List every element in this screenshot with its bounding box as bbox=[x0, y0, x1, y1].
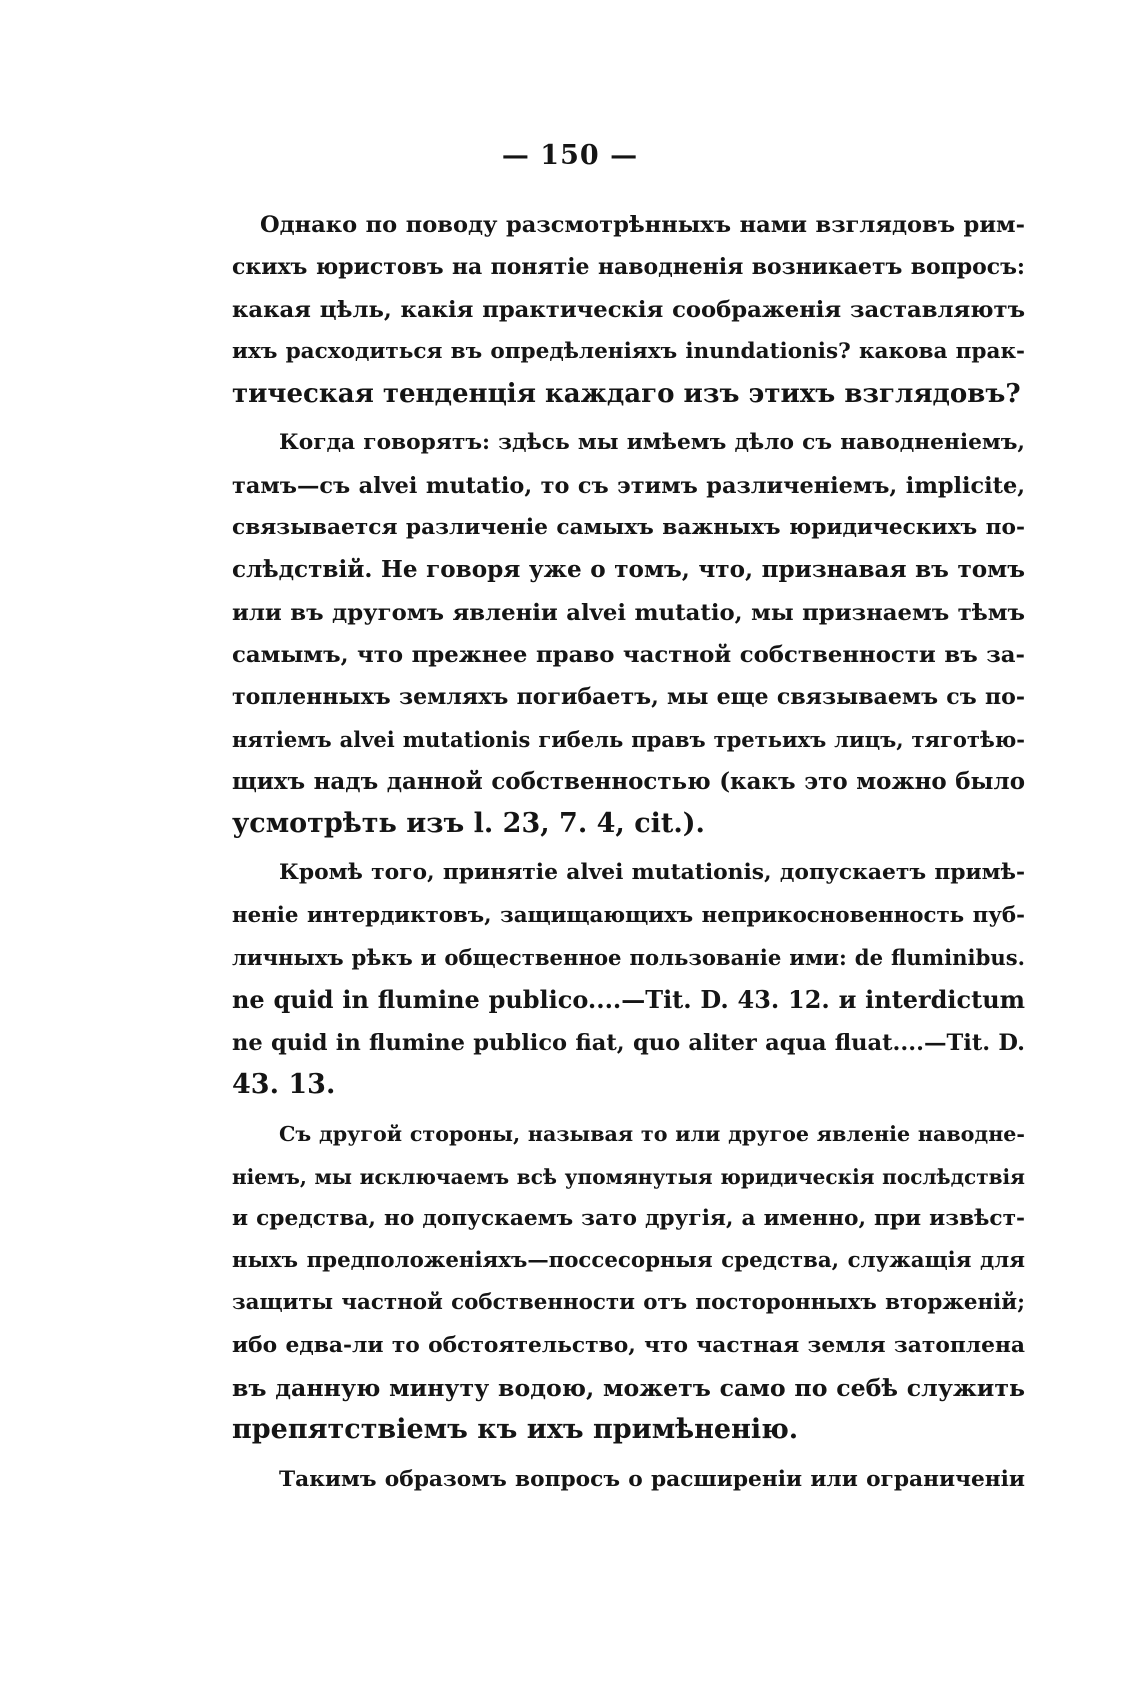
text-line: и средства, но допускаемъ зато другія, а именно, при извѣст- bbox=[232, 1205, 1025, 1231]
text-line: скихъ юристовъ на понятіе наводненія возникаетъ вопросъ: bbox=[232, 254, 1025, 281]
text-line: ныхъ предположеніяхъ—поссесорныя средства, служащія для bbox=[232, 1248, 1025, 1274]
text-line: Съ другой стороны, называя то или другое явленіе наводне- bbox=[279, 1122, 1025, 1147]
text-line: или въ другомъ явленіи alvei mutatio, мы признаемъ тѣмъ bbox=[232, 599, 1025, 626]
text-line: въ данную минуту водою, можетъ само по себѣ служить bbox=[232, 1374, 1025, 1403]
text-line: тическая тенденція каждаго изъ этихъ взглядовъ? bbox=[232, 379, 1021, 410]
text-line: ибо едва-ли то обстоятельство, что частная земля затоплена bbox=[232, 1332, 1025, 1358]
paragraph-3 bbox=[232, 852, 1025, 1106]
paragraph-5 bbox=[232, 1459, 1025, 1501]
body-text bbox=[232, 204, 1025, 1501]
text-line: личныхъ рѣкъ и общественное пользованіе ими: de fluminibus. bbox=[232, 945, 1025, 971]
text-line: ихъ расходиться въ опредѣленіяхъ inundationis? какова прак- bbox=[232, 338, 1025, 364]
page-number: — 150 — bbox=[501, 140, 639, 171]
text-line: ne quid in flumine publico fiat, quo aliter aqua fluat....—Tit. D. bbox=[232, 1029, 1025, 1056]
text-line: самымъ, что прежнее право частной собственности въ за- bbox=[232, 641, 1025, 668]
text-line: тамъ—съ alvei mutatio, то съ этимъ различеніемъ, implicite, bbox=[232, 472, 1025, 499]
text-line: неніе интердиктовъ, защищающихъ неприкосновенность пуб- bbox=[232, 902, 1025, 928]
paragraph-2 bbox=[232, 422, 1025, 845]
text-line: 43. 13. bbox=[232, 1068, 336, 1100]
text-line: защиты частной собственности отъ посторонныхъ вторженій; bbox=[232, 1290, 1025, 1316]
text-line: Когда говорятъ: здѣсь мы имѣемъ дѣло съ наводненіемъ, bbox=[279, 430, 1025, 456]
paragraph-4 bbox=[232, 1113, 1025, 1451]
text-line: Однако по поводу разсмотрѣнныхъ нами взглядовъ рим- bbox=[260, 212, 1025, 238]
text-line: ne quid in flumine publico....—Tit. D. 43. 12. и interdictum bbox=[232, 985, 1025, 1015]
text-line: связывается различеніе самыхъ важныхъ юридическихъ по- bbox=[232, 515, 1025, 541]
paragraph-1 bbox=[232, 204, 1025, 415]
text-line: усмотрѣть изъ l. 23, 7. 4, cit.). bbox=[232, 808, 705, 840]
text-line: щихъ надъ данной собственностью (какъ это можно было bbox=[232, 767, 1025, 795]
text-line: Такимъ образомъ вопросъ о расширеніи или ограниченіи bbox=[279, 1466, 1025, 1492]
text-line: нятіемъ alvei mutationis гибель правъ третьихъ лицъ, тяготѣю- bbox=[232, 726, 1025, 752]
text-line: препятствіемъ къ ихъ примѣненію. bbox=[232, 1414, 799, 1446]
text-line: слѣдствій. Не говоря уже о томъ, что, признавая въ томъ bbox=[232, 556, 1025, 584]
text-line: ніемъ, мы исключаемъ всѣ упомянутыя юридическія послѣдствія bbox=[232, 1164, 1025, 1189]
text-line: Кромѣ того, принятіе alvei mutationis, допускаетъ примѣ- bbox=[279, 860, 1025, 886]
text-line: топленныхъ земляхъ погибаетъ, мы еще связываемъ съ по- bbox=[232, 684, 1025, 711]
text-line: какая цѣль, какія практическія соображенія заставляютъ bbox=[232, 296, 1025, 323]
